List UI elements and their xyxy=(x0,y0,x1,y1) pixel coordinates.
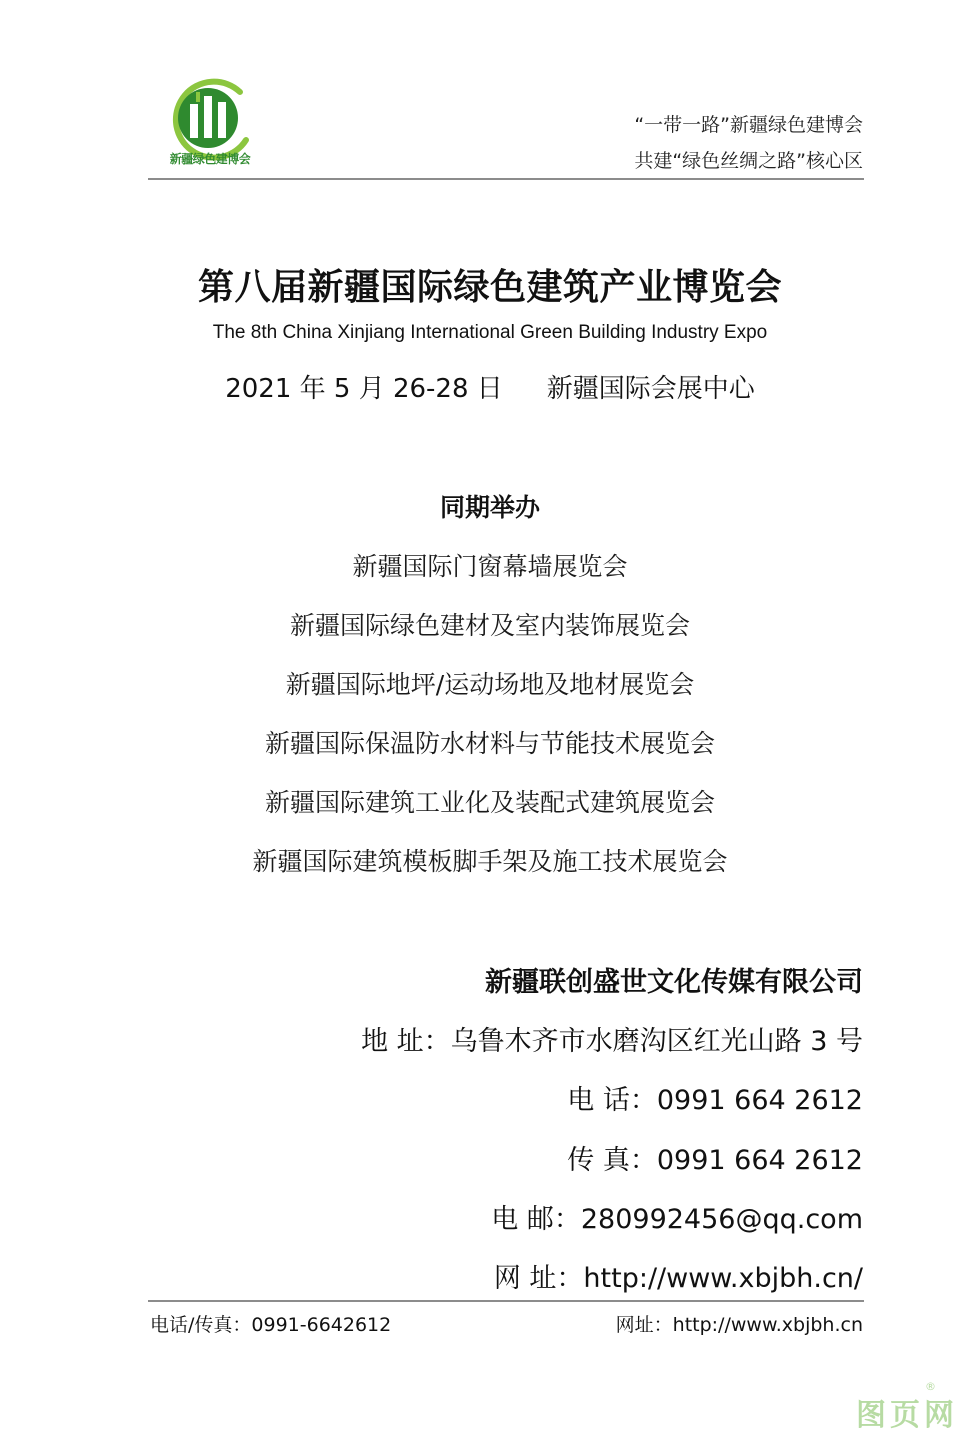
exhibition-item: 新疆国际绿色建材及室内装饰展览会 xyxy=(289,611,690,640)
contact-website: 网 址：http://www.xbjbh.cn/ xyxy=(493,1263,863,1294)
concurrent-heading: 同期举办 xyxy=(439,493,540,522)
header-tagline-2: 共建“绿色丝绸之路”核心区 xyxy=(634,150,863,172)
footer-divider xyxy=(148,1300,864,1302)
event-venue: 新疆国际会展中心 xyxy=(546,374,755,404)
organizer-company: 新疆联创盛世文化传媒有限公司 xyxy=(485,967,863,998)
footer-phone-fax: 电话/传真：0991-6642612 xyxy=(150,1314,392,1336)
exhibition-item: 新疆国际保温防水材料与节能技术展览会 xyxy=(264,729,715,758)
event-subtitle: The 8th China Xinjiang International Green Building Industry Expo xyxy=(212,322,768,343)
exhibition-item: 新疆国际建筑模板脚手架及施工技术展览会 xyxy=(252,847,728,876)
contact-phone: 电 话：0991 664 2612 xyxy=(567,1085,863,1116)
exhibition-item: 新疆国际地坪/运动场地及地材展览会 xyxy=(285,670,695,699)
header-divider xyxy=(148,178,864,180)
contact-address: 地 址：乌鲁木齐市水磨沟区红光山路 3 号 xyxy=(361,1026,863,1057)
event-title: 第八届新疆国际绿色建筑产业博览会 xyxy=(197,267,782,308)
contact-fax: 传 真：0991 664 2612 xyxy=(567,1145,863,1176)
watermark: 图页网 xyxy=(856,1398,958,1433)
watermark-registered-mark: ® xyxy=(925,1380,936,1393)
exhibition-item: 新疆国际门窗幕墙展览会 xyxy=(352,552,628,581)
event-date-venue xyxy=(0,368,980,405)
exhibition-item: 新疆国际建筑工业化及装配式建筑展览会 xyxy=(264,788,715,817)
contact-email: 电 邮：280992456@qq.com xyxy=(491,1204,863,1235)
header-tagline-1: “一带一路”新疆绿色建博会 xyxy=(634,114,863,136)
logo-caption: 新疆绿色建博会 xyxy=(169,152,251,166)
footer-website: 网址：http://www.xbjbh.cn xyxy=(615,1314,863,1336)
event-date: 2021 年 5 月 26-28 日 xyxy=(225,374,503,404)
